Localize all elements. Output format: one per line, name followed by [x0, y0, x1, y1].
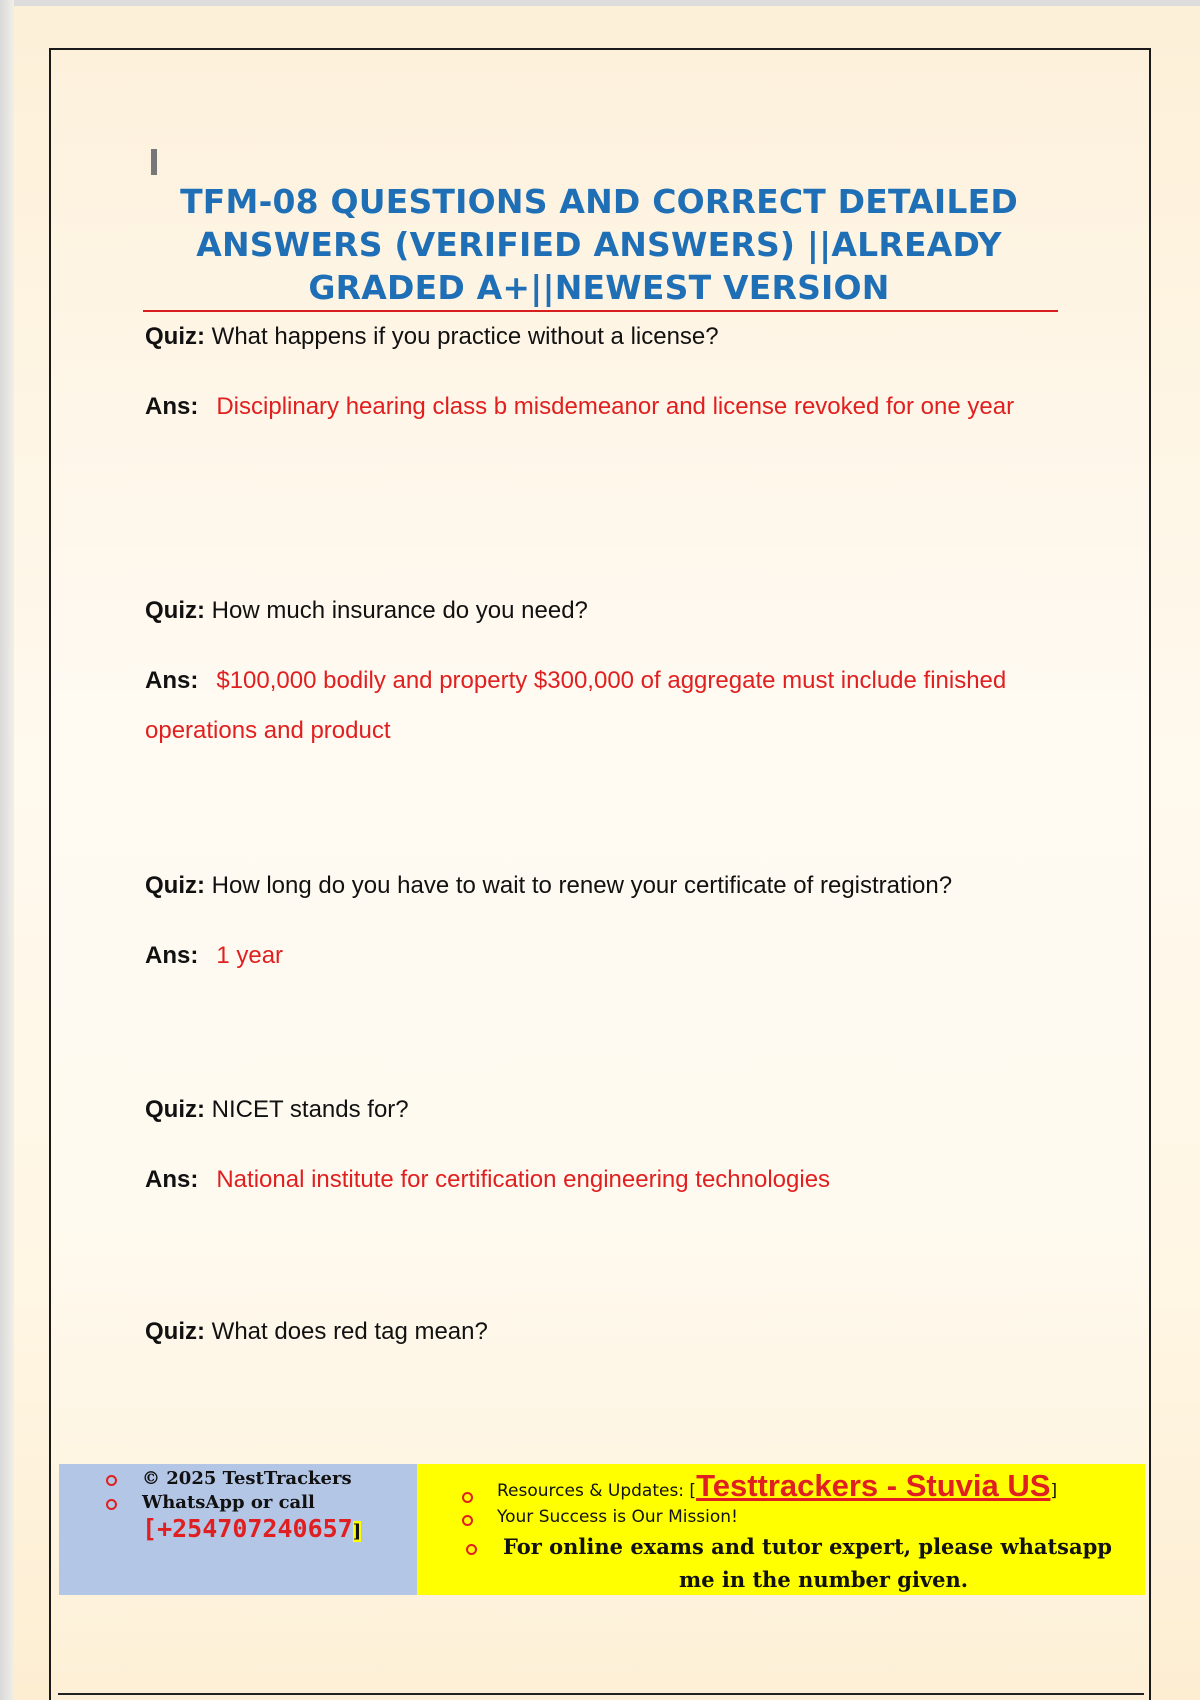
- copyright-text: © 2025 TestTrackers: [142, 1468, 352, 1489]
- ans-label: Ans:: [145, 942, 199, 969]
- answer-3: [145, 931, 1085, 981]
- question-5: [145, 1316, 1085, 1348]
- bullet-circle-icon: [106, 1475, 117, 1486]
- qa-item-1: [145, 321, 1085, 432]
- bullet-circle-icon: [462, 1515, 473, 1526]
- answer-text: National institute for certification engineering technologies: [216, 1166, 831, 1193]
- footer-promo-panel: [417, 1464, 1145, 1595]
- answer-1: [145, 382, 1085, 432]
- footer-banner: [59, 1464, 1145, 1595]
- resources-close: ]: [1050, 1481, 1058, 1501]
- document-title: TFM-08 QUESTIONS AND CORRECT DETAILED ANSWERS (VERIFIED ANSWERS) ||ALREADY GRADED A+||NEWEST VERSION: [180, 182, 1018, 307]
- ans-label: Ans:: [145, 393, 199, 420]
- bracket-open: [: [142, 1514, 158, 1543]
- page-bottom-rule: [58, 1693, 1144, 1695]
- promo-line-2: me in the number given.: [679, 1567, 969, 1592]
- answer-text: Disciplinary hearing class b misdemeanor and license revoked for one year: [216, 393, 1015, 420]
- phone-number[interactable]: +254707240657: [157, 1514, 353, 1543]
- qa-item-2: [145, 595, 1085, 756]
- qa-item-4: [145, 1094, 1085, 1205]
- answer-2: [145, 656, 1085, 756]
- text-cursor-marker: [151, 149, 157, 175]
- question-text: How long do you have to wait to renew your certificate of registration?: [211, 872, 953, 899]
- question-text: What happens if you practice without a license?: [211, 323, 719, 350]
- quiz-label: Quiz:: [145, 323, 205, 350]
- question-text: What does red tag mean?: [211, 1318, 488, 1345]
- promo-line-1: For online exams and tutor expert, please whatsapp: [503, 1534, 1112, 1559]
- bullet-circle-icon: [106, 1499, 117, 1510]
- whatsapp-label: WhatsApp or call: [142, 1492, 315, 1513]
- bullet-circle-icon: [462, 1492, 473, 1503]
- quiz-label: Quiz:: [145, 597, 205, 624]
- question-text: How much insurance do you need?: [211, 597, 588, 624]
- quiz-label: Quiz:: [145, 1096, 205, 1123]
- question-3: [145, 870, 1085, 902]
- window-top-edge: [0, 0, 1200, 6]
- footer-contact-panel: [59, 1464, 417, 1595]
- resources-line: [497, 1468, 1057, 1504]
- question-1: [145, 321, 1085, 353]
- window-left-edge: [0, 0, 14, 1700]
- ans-label: Ans:: [145, 1166, 199, 1193]
- question-2: [145, 595, 1085, 627]
- phone-line: [142, 1514, 361, 1543]
- answer-text: $100,000 bodily and property $300,000 of aggregate must include finished operations and product: [145, 667, 1007, 744]
- quiz-label: Quiz:: [145, 872, 205, 899]
- ans-label: Ans:: [145, 667, 199, 694]
- question-text: NICET stands for?: [211, 1096, 409, 1123]
- stuvia-link[interactable]: Testtrackers - Stuvia US: [696, 1468, 1051, 1503]
- answer-text: 1 year: [216, 942, 284, 969]
- bullet-circle-icon: [466, 1544, 477, 1555]
- answer-4: [145, 1155, 1085, 1205]
- bracket-close: ]: [352, 1521, 362, 1542]
- qa-item-5: [145, 1316, 1085, 1348]
- mission-text: Your Success is Our Mission!: [497, 1507, 738, 1527]
- qa-item-3: [145, 870, 1085, 981]
- quiz-label: Quiz:: [145, 1318, 205, 1345]
- title-underline: [143, 310, 1058, 312]
- question-4: [145, 1094, 1085, 1126]
- resources-label: Resources & Updates: [: [497, 1481, 697, 1501]
